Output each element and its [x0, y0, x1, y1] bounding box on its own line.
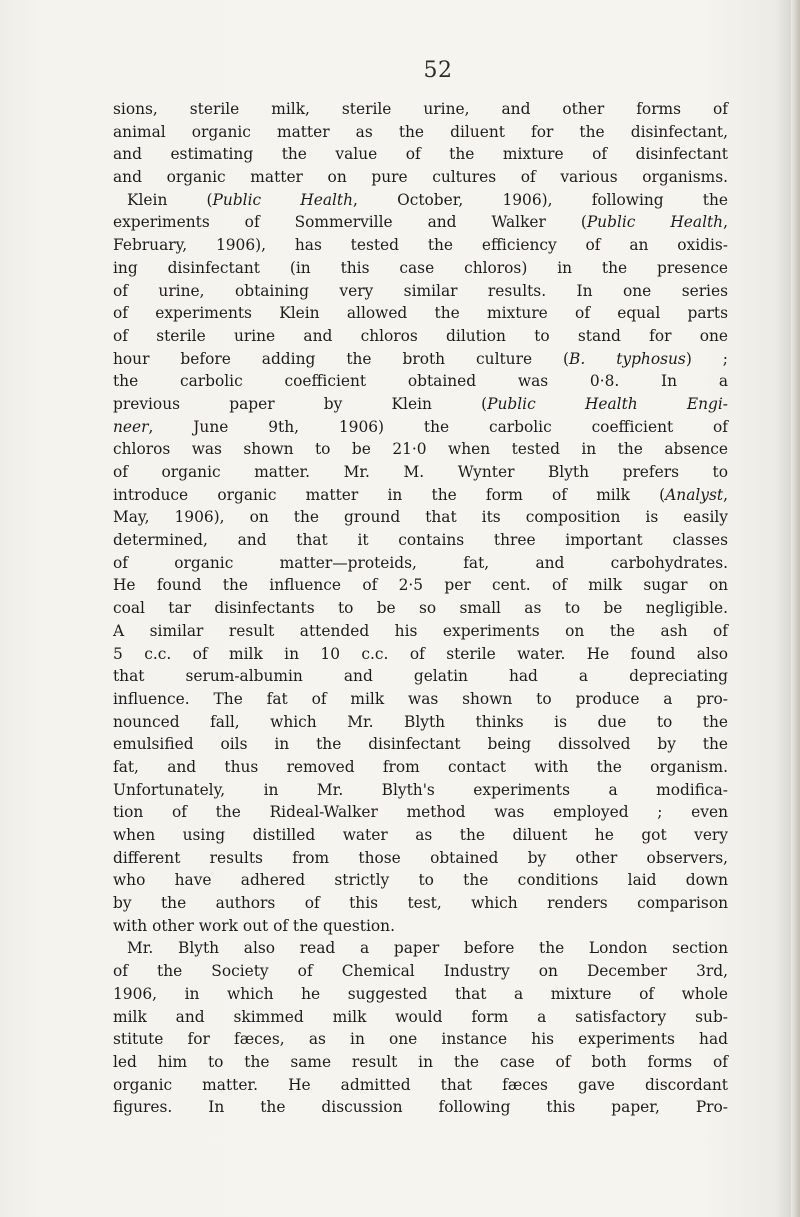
text-line: fat, and thus removed from contact with the organism. — [113, 757, 728, 776]
text-line: and estimating the value of the mixture of disinfectant — [113, 145, 728, 164]
italic-organism: B. typhosus — [569, 349, 686, 368]
text-line: experiments of Sommerville and Walker (Public Health, — [113, 213, 729, 232]
text-line: when using distilled water as the diluent he got very — [113, 826, 728, 844]
text-line: emulsified oils in the disinfectant being dissolved by the — [113, 735, 728, 754]
text-line: ing disinfectant (in this case chloros) in the presence — [113, 258, 728, 277]
page-number: 52 — [423, 58, 453, 83]
text-line: figures. In the discussion following this paper, Pro- — [113, 1098, 728, 1117]
text-line: tion of the Rideal-Walker method was employed ; even — [113, 803, 728, 822]
text-line: Unfortunately, in Mr. Blyth's experiments a modifica- — [113, 780, 728, 799]
italic-citation: Analyst — [665, 485, 724, 504]
italic-citation: Public Health — [212, 190, 354, 209]
italic-citation: neer — [113, 417, 149, 436]
italic-citation: Public Health Engi- — [487, 394, 729, 413]
text-line: 5 c.c. of milk in 10 c.c. of sterile water. He found also — [113, 644, 728, 663]
text-line: He found the influence of 2·5 per cent. of milk sugar on — [113, 576, 728, 595]
text-line: who have adhered strictly to the conditions laid down — [113, 871, 728, 890]
body-text — [113, 98, 728, 1119]
text-line: stitute for fæces, as in one instance his experiments had — [113, 1030, 728, 1049]
text-line: of urine, obtaining very similar results. In one series — [113, 281, 728, 300]
text-line: with other work out of the question. — [113, 916, 395, 935]
italic-citation: Public Health — [586, 213, 724, 232]
text-line: influence. The fat of milk was shown to produce a pro- — [113, 689, 728, 708]
text-line: led him to the same result in the case of both forms of — [113, 1052, 728, 1071]
text-line: of organic matter—proteids, fat, and carbohydrates. — [113, 553, 728, 572]
text-line: 1906, in which he suggested that a mixture of whole — [113, 984, 728, 1003]
text-line: A similar result attended his experiments on the ash of — [113, 621, 728, 640]
text-line: the carbolic coefficient obtained was 0·8. In a — [113, 372, 728, 391]
text-line: different results from those obtained by other observers, — [113, 848, 728, 867]
text-line: February, 1906), has tested the efficiency of an oxidis- — [113, 236, 728, 255]
text-line: hour before adding the broth culture (B. typhosus) ; — [113, 349, 728, 368]
text-line: neer, June 9th, 1906) the carbolic coefficient of — [113, 417, 728, 436]
text-line: nounced fall, which Mr. Blyth thinks is due to the — [113, 712, 728, 731]
text-line: May, 1906), on the ground that its composition is easily — [113, 508, 728, 527]
page-edge-shadow — [791, 0, 800, 1217]
text-line: by the authors of this test, which renders comparison — [113, 894, 728, 913]
text-line: and organic matter on pure cultures of various organisms. — [113, 168, 728, 187]
text-line: Mr. Blyth also read a paper before the London section — [127, 939, 728, 958]
text-line: of experiments Klein allowed the mixture of equal parts — [113, 304, 728, 323]
text-line: chloros was shown to be 21·0 when tested in the absence — [113, 440, 728, 459]
text-line: sions, sterile milk, sterile urine, and other forms of — [113, 100, 728, 118]
text-line: introduce organic matter in the form of milk (Analyst, — [113, 485, 728, 504]
text-line: of the Society of Chemical Industry on December 3rd, — [113, 962, 728, 981]
text-line: organic matter. He admitted that fæces gave discordant — [113, 1075, 728, 1094]
text-line: that serum-albumin and gelatin had a depreciating — [113, 667, 728, 686]
text-line: previous paper by Klein (Public Health Engi- — [113, 394, 729, 413]
text-line: Klein (Public Health, October, 1906), following the — [127, 190, 729, 209]
text-line: determined, and that it contains three important classes — [113, 531, 728, 550]
text-line: animal organic matter as the diluent for the disinfectant, — [113, 122, 728, 141]
text-line: coal tar disinfectants to be so small as to be negligible. — [113, 599, 728, 618]
text-line: milk and skimmed milk would form a satisfactory sub- — [113, 1007, 728, 1026]
text-line: of organic matter. Mr. M. Wynter Blyth prefers to — [113, 463, 728, 481]
text-line: of sterile urine and chloros dilution to stand for one — [113, 326, 728, 345]
